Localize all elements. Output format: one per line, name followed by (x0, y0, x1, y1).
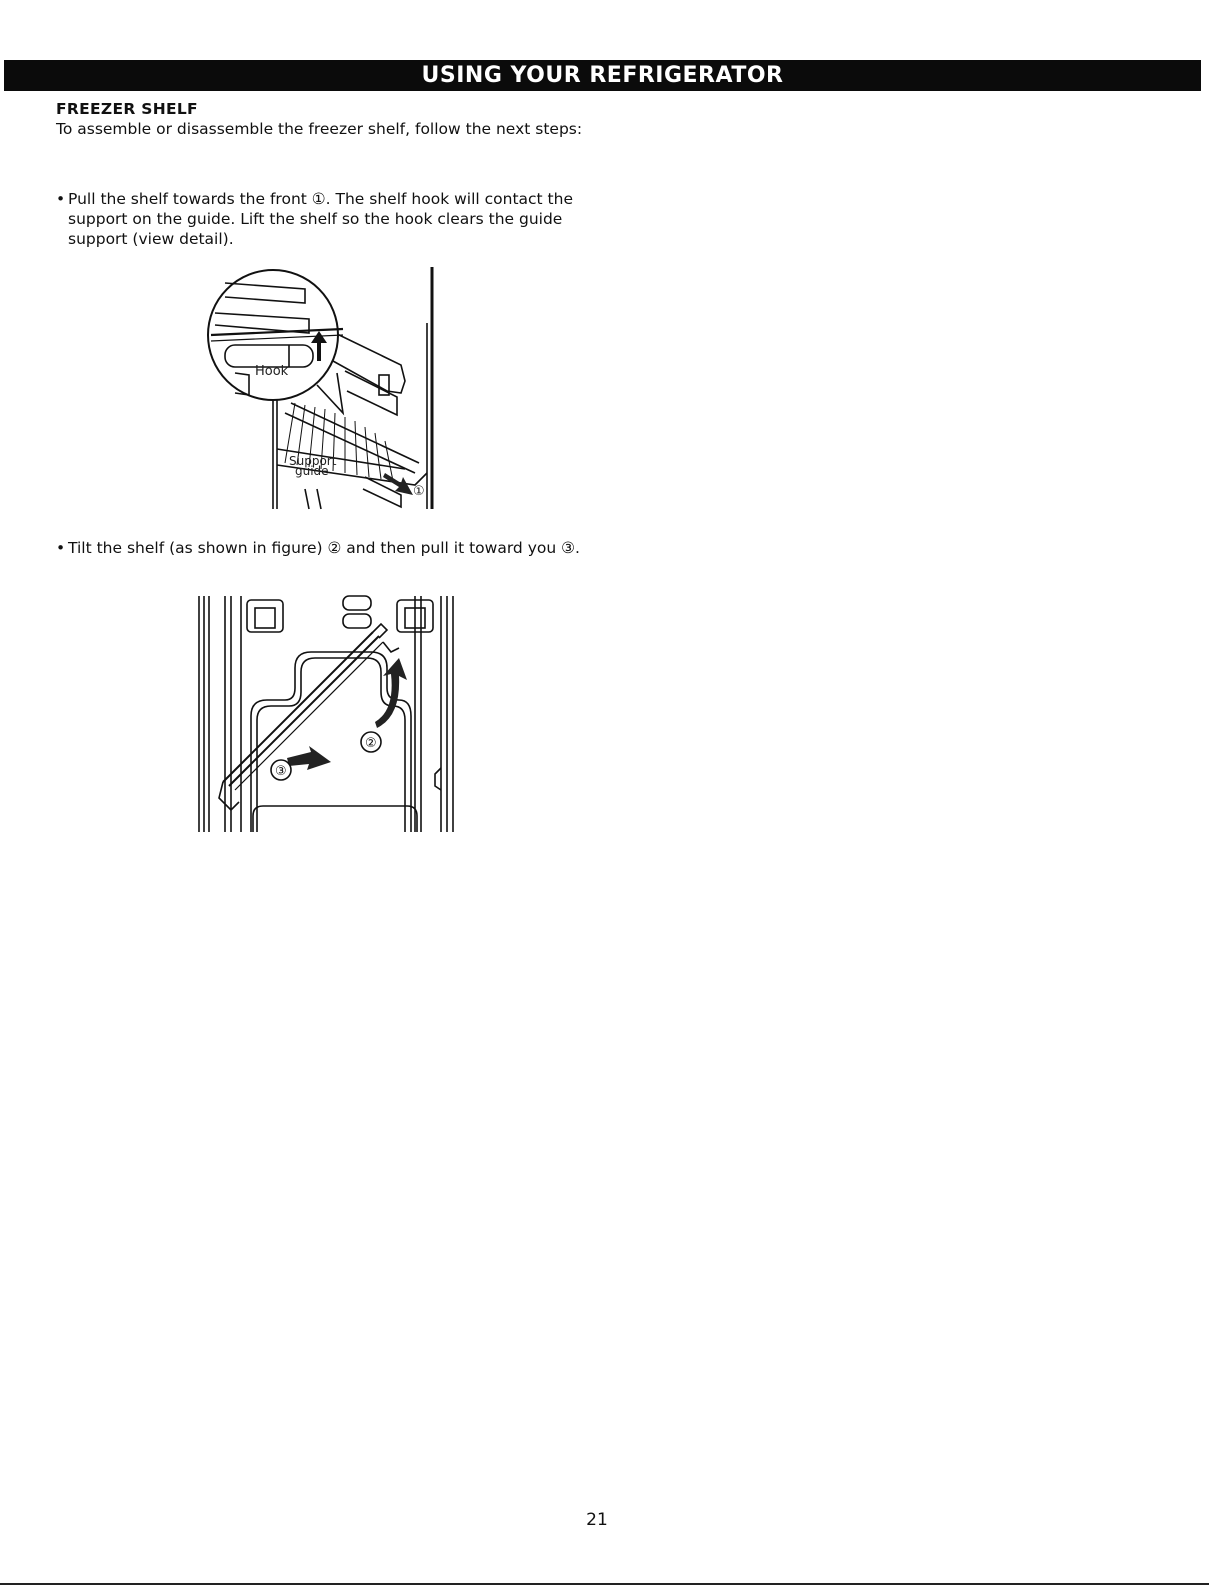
shelf-pull-illustration (205, 263, 445, 513)
step-2-text: • Tilt the shelf (as shown in figure) ② and then pull it toward you ③. (56, 538, 608, 558)
content-block (56, 99, 616, 139)
support-label-line1: Support (289, 454, 337, 468)
shelf-tilt-illustration (195, 592, 460, 834)
step-1-text: • Pull the shelf towards the front ①. The shelf hook will contact the support on the guide. Lift the shelf so the hook clears the guide support (view detail). (56, 189, 608, 249)
freezer-shelf-heading: FREEZER SHELF (56, 100, 198, 118)
support-label-line2: guide (295, 464, 329, 478)
hook-label: Hook (255, 364, 289, 379)
footer-rule (0, 1583, 1209, 1585)
intro-paragraph: To assemble or disassemble the freezer shelf, follow the next steps: (56, 120, 583, 138)
callout-3: ③ (275, 764, 287, 779)
page-section-title: USING YOUR REFRIGERATOR (421, 63, 784, 88)
callout-2: ② (365, 736, 377, 751)
callout-1: ① (413, 484, 425, 499)
page-number: 21 (586, 1510, 608, 1530)
header-bar (4, 60, 1201, 91)
